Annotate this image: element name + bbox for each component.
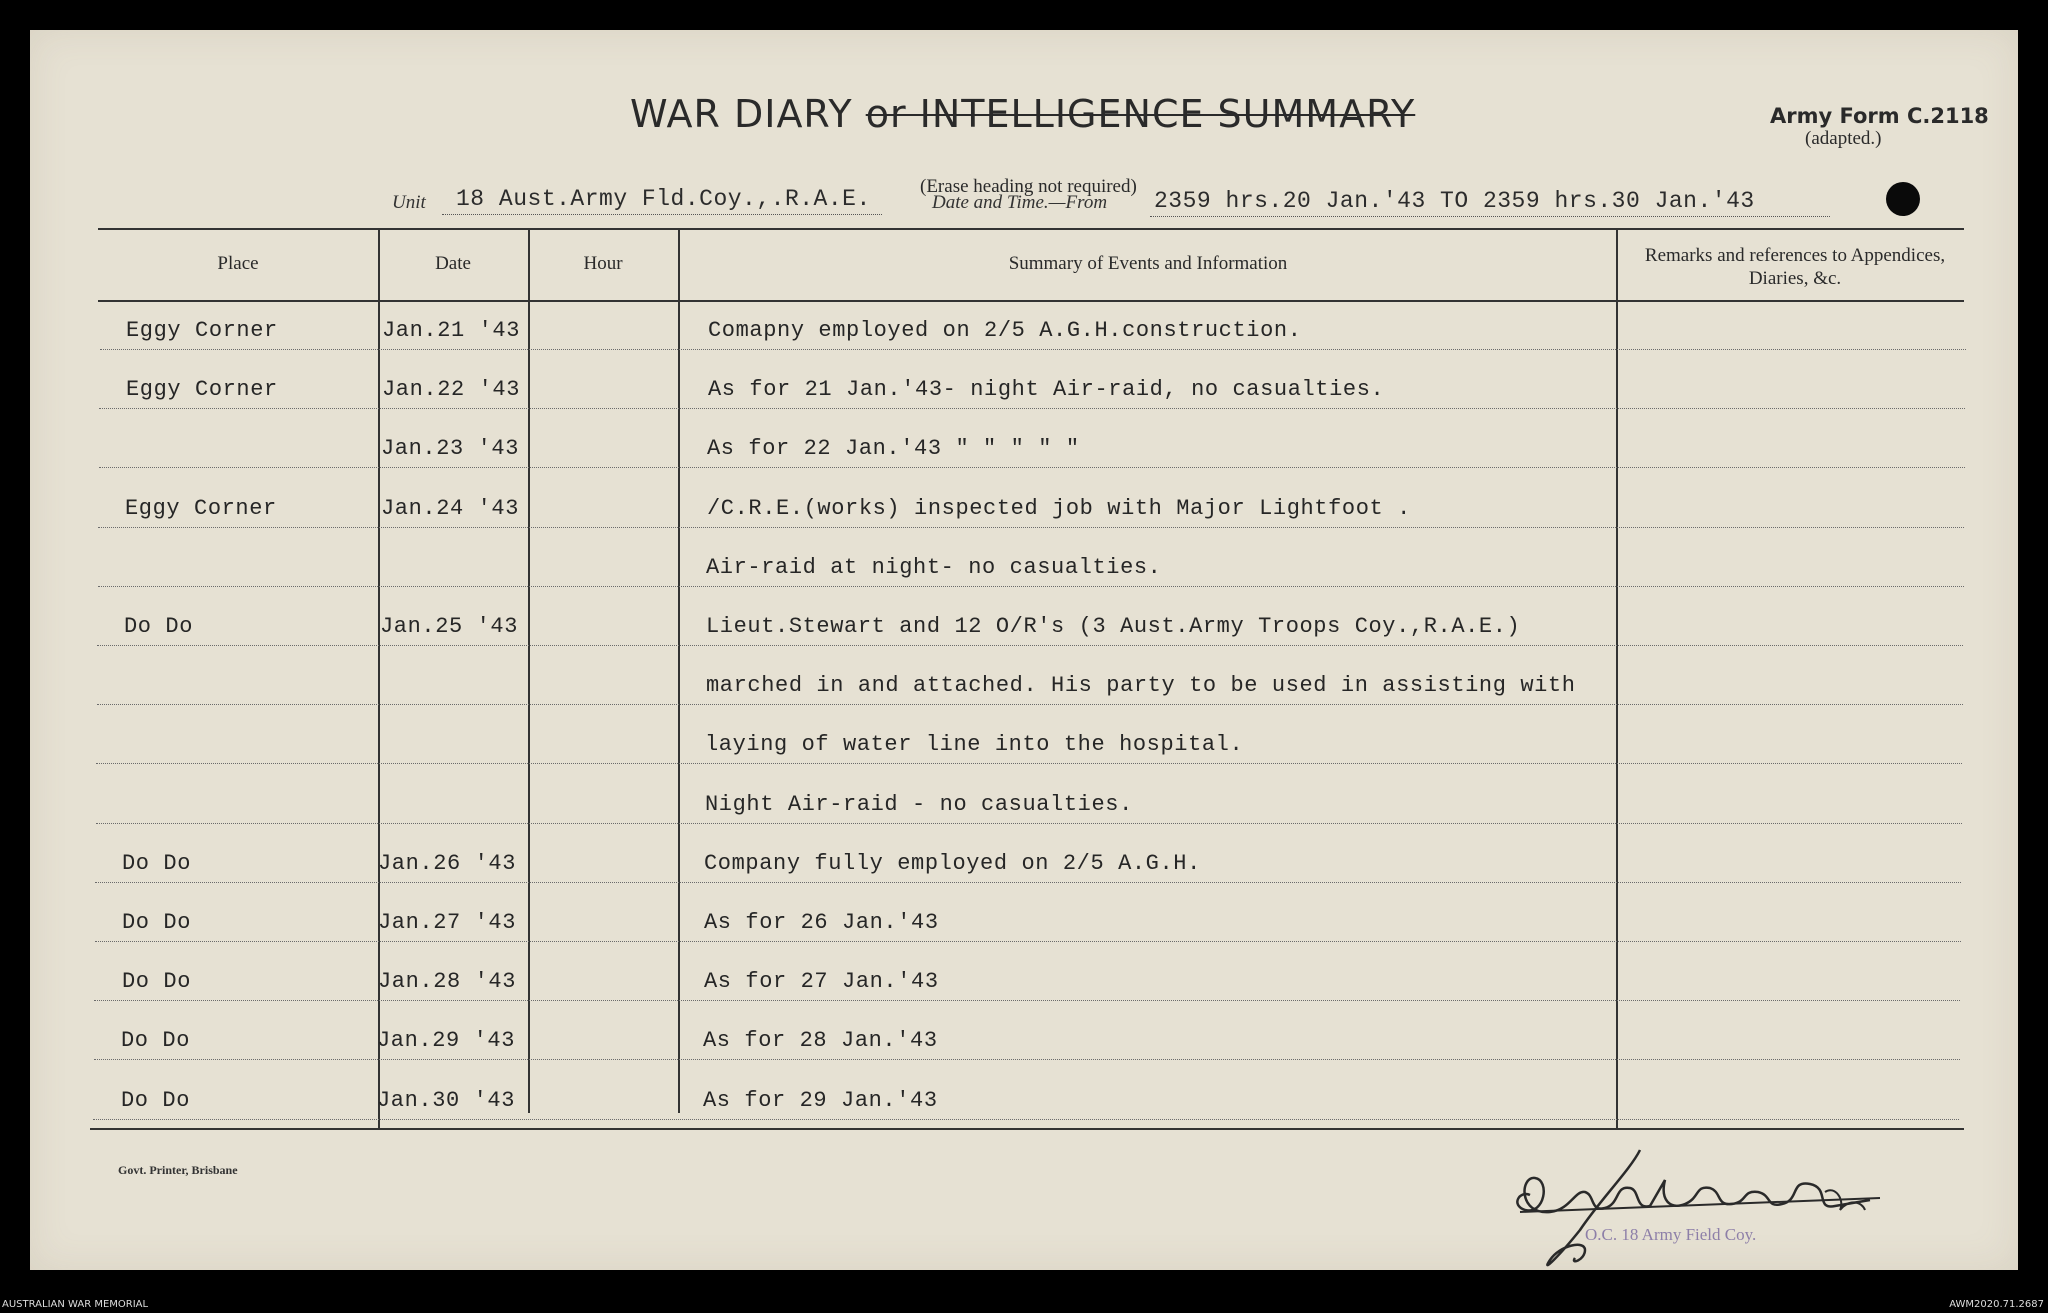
row-summary: Lieut.Stewart and 12 O/R's (3 Aust.Army Troops Coy.,R.A.E.)	[706, 614, 1521, 639]
row-date: Jan.29 '43	[377, 1028, 516, 1053]
unit-underline	[442, 214, 882, 215]
row-date: Jan.23 '43	[381, 436, 520, 461]
row-rule	[95, 941, 1961, 942]
unit-label: Unit	[392, 192, 426, 213]
army-form-adapted: (adapted.)	[1805, 128, 1882, 149]
war-diary-page	[30, 30, 2018, 1270]
row-date: Jan.22 '43	[382, 377, 521, 402]
row-summary: Comapny employed on 2/5 A.G.H.construction.	[708, 318, 1302, 343]
divider-summary-remarks	[1616, 228, 1618, 1128]
row-summary: laying of water line into the hospital.	[705, 732, 1244, 757]
divider-date-hour	[528, 228, 530, 1113]
column-header-place: Place	[217, 253, 259, 274]
row-rule	[97, 645, 1963, 646]
row-summary: As for 21 Jan.'43- night Air-raid, no casualties.	[708, 377, 1385, 402]
row-place: Do Do	[122, 851, 192, 876]
archive-credit: AUSTRALIAN WAR MEMORIAL	[2, 1299, 149, 1310]
army-form-number: Army Form C.2118	[1770, 104, 1989, 128]
row-summary: /C.R.E.(works) inspected job with Major Lightfoot .	[707, 496, 1411, 521]
row-date: Jan.26 '43	[378, 851, 517, 876]
row-rule	[100, 349, 1966, 350]
row-rule	[99, 408, 1965, 409]
row-place: Do Do	[124, 614, 194, 639]
row-summary: As for 27 Jan.'43	[704, 969, 939, 994]
row-summary: As for 26 Jan.'43	[704, 910, 939, 935]
oc-stamp: O.C. 18 Army Field Coy.	[1585, 1225, 1757, 1244]
row-place: Eggy Corner	[126, 377, 278, 402]
title-struck-intelligence-summary: or INTELLIGENCE SUMMARY	[865, 92, 1416, 136]
row-date: Jan.21 '43	[382, 318, 521, 343]
row-rule	[94, 1059, 1960, 1060]
row-date: Jan.25 '43	[380, 614, 519, 639]
row-summary: As for 28 Jan.'43	[703, 1028, 938, 1053]
row-date: Jan.30 '43	[377, 1088, 516, 1113]
printer-imprint: Govt. Printer, Brisbane	[118, 1163, 238, 1177]
row-summary: As for 22 Jan.'43 " " " " "	[707, 436, 1080, 461]
row-place: Do Do	[122, 910, 192, 935]
row-rule	[95, 882, 1961, 883]
row-rule	[98, 527, 1964, 528]
column-header-date: Date	[435, 253, 471, 274]
title-war-diary: WAR DIARY	[630, 92, 866, 136]
row-place: Do Do	[121, 1088, 191, 1113]
punch-hole	[1886, 182, 1920, 216]
row-rule	[96, 763, 1962, 764]
unit-value: 18 Aust.Army Fld.Coy.,.R.A.E.	[456, 186, 871, 212]
column-header-summary: Summary of Events and Information	[1008, 253, 1288, 274]
row-place: Do Do	[121, 1028, 191, 1053]
row-date: Jan.24 '43	[381, 496, 520, 521]
row-rule	[93, 1119, 1959, 1120]
column-header-remarks: Remarks and references to Appendices, Diaries, &c.	[1644, 245, 1946, 289]
archive-item-number: AWM2020.71.2687	[1949, 1299, 2044, 1310]
row-rule	[97, 704, 1963, 705]
row-summary: marched in and attached. His party to be used in assisting with	[706, 673, 1576, 698]
row-date: Jan.28 '43	[378, 969, 517, 994]
row-summary: Air-raid at night- no casualties.	[706, 555, 1162, 580]
column-header-hour: Hour	[583, 253, 623, 274]
row-summary: Company fully employed on 2/5 A.G.H.	[704, 851, 1201, 876]
row-rule	[99, 467, 1965, 468]
row-place: Eggy Corner	[125, 496, 277, 521]
row-place: Do Do	[122, 969, 192, 994]
divider-hour-summary	[678, 228, 680, 1113]
row-place: Eggy Corner	[126, 318, 278, 343]
row-summary: As for 29 Jan.'43	[703, 1088, 938, 1113]
officer-signature	[1490, 1140, 1910, 1280]
row-rule	[94, 1000, 1960, 1001]
erase-heading-note: (Erase heading not required)	[920, 176, 1137, 197]
table-bottom-rule	[90, 1128, 1964, 1130]
date-time-underline	[1150, 216, 1830, 217]
date-time-label: Date and Time.—From	[932, 192, 1108, 213]
row-rule	[98, 586, 1964, 587]
date-time-value: 2359 hrs.20 Jan.'43 TO 2359 hrs.30 Jan.'43	[1154, 188, 1755, 214]
form-title	[630, 92, 1510, 136]
row-rule	[96, 823, 1962, 824]
row-summary: Night Air-raid - no casualties.	[705, 792, 1133, 817]
row-date: Jan.27 '43	[378, 910, 517, 935]
